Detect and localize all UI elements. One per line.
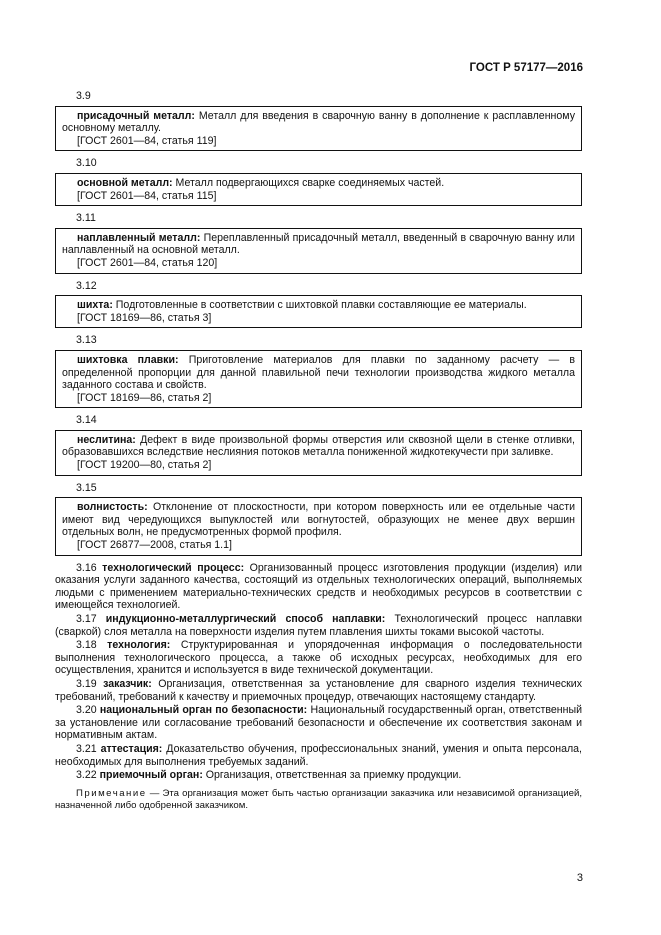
term-name: волнистость: <box>77 501 148 514</box>
term-name: аттестация: <box>100 742 163 755</box>
term-block <box>55 334 582 408</box>
term-definition: Приготовление материалов для плавки по заданному расчету — в определенной пропорции для данной плавильной печи технологии производства жидкого металла заданного состава и свойств. <box>62 353 575 392</box>
term-number: 3.13 <box>76 334 97 347</box>
term-box <box>55 173 582 206</box>
term-name: неслитина: <box>77 433 136 446</box>
term-paragraph <box>55 769 582 782</box>
term-name: основной металл: <box>77 176 173 189</box>
term-reference: [ГОСТ 26877—2008, статья 1.1] <box>77 539 232 552</box>
term-name: наплавленный металл: <box>77 231 201 244</box>
term-definition: Организация, ответственная за приемку продукции. <box>205 769 462 782</box>
term-number: 3.16 <box>76 561 97 574</box>
term-name: национальный орган по безопасности: <box>99 704 308 717</box>
term-definition-line <box>62 354 575 392</box>
boxed-terms-section <box>55 90 582 556</box>
term-number: 3.10 <box>76 157 97 170</box>
term-definition-line <box>62 299 575 312</box>
term-reference: [ГОСТ 2601—84, статья 119] <box>77 134 217 147</box>
term-number: 3.18 <box>76 639 97 652</box>
term-block <box>55 212 582 273</box>
term-box <box>55 228 582 274</box>
term-definition: Отклонение от плоскостности, при котором поверхность или ее отдельные части имеют вид чередующихся выпуклостей или вогнутостей, образующих не менее двух вершин отдельных волн, не предусмотренных формой профиля. <box>62 501 575 539</box>
term-paragraph <box>55 639 582 677</box>
term-definition: Переплавленный присадочный металл, введенный в сварочную ванну или наплавленный на основной металл. <box>62 231 575 257</box>
term-number: 3.14 <box>76 414 97 427</box>
term-box <box>55 350 582 408</box>
document-body <box>55 90 582 812</box>
term-definition: Структурированная и упорядоченная информация о последовательности выполнения технологического процесса, а также об исходных ресурсах, необходимых для его осуществления, хранится и используется в виде технической документации. <box>55 639 582 677</box>
term-definition-line <box>62 110 575 135</box>
term-reference: [ГОСТ 2601—84, статья 115] <box>77 189 217 202</box>
term-name: заказчик: <box>103 677 152 690</box>
term-name: технология: <box>107 639 171 652</box>
term-definition: Металл для введения в сварочную ванну в дополнение к расплавленному основному металлу. <box>62 109 575 135</box>
term-name: присадочный металл: <box>77 109 195 122</box>
term-reference: [ГОСТ 19200—80, статья 2] <box>77 459 212 472</box>
term-block <box>55 414 582 475</box>
note <box>55 788 582 812</box>
term-number: 3.19 <box>76 677 97 690</box>
term-reference: [ГОСТ 18169—86, статья 2] <box>77 391 212 404</box>
term-block <box>55 90 582 151</box>
note-text: — Эта организация может быть частью организации заказчика или независимой организацией, назначенной либо одобренной заказчиком. <box>55 787 582 811</box>
term-definition-line <box>62 434 575 459</box>
note-label: Примечание <box>76 787 147 799</box>
term-definition-line <box>62 232 575 257</box>
term-number: 3.17 <box>76 613 97 625</box>
term-definition: Доказательство обучения, профессиональных знаний, умения и опыта персонала, необходимых для выполнения требуемых заданий. <box>55 742 582 768</box>
term-number: 3.11 <box>76 212 96 225</box>
term-paragraph <box>55 704 582 742</box>
term-definition: Организация, ответственная за установление для сварного изделия технических требований, требований к качеству и приемочных процедур, отвечающих настоящему стандарту. <box>55 677 582 703</box>
term-definition: Металл подвергающихся сварке соединяемых частей. <box>175 176 445 189</box>
term-box <box>55 430 582 476</box>
term-number: 3.20 <box>76 704 97 717</box>
term-box <box>55 295 582 328</box>
term-number: 3.12 <box>76 279 97 292</box>
term-reference: [ГОСТ 2601—84, статья 120] <box>77 256 218 269</box>
term-definition-line <box>62 501 575 539</box>
term-number: 3.22 <box>76 769 97 782</box>
term-name: шихта: <box>77 299 113 312</box>
term-definition: Технологический процесс наплавки (сваркой) слоя металла на поверхности изделия путем плавления шихты токами высокой частоты. <box>55 613 582 638</box>
term-definition-line <box>62 177 575 190</box>
term-paragraph <box>55 678 582 703</box>
term-box <box>55 106 582 152</box>
term-block <box>55 482 582 556</box>
term-number: 3.15 <box>76 481 97 494</box>
term-paragraph <box>55 562 582 612</box>
term-paragraph <box>55 613 582 638</box>
term-name: приемочный орган: <box>99 769 203 782</box>
term-name: технологический процесс: <box>102 561 245 574</box>
term-name: шихтовка плавки: <box>77 353 179 366</box>
document-code: ГОСТ Р 57177—2016 <box>469 62 583 74</box>
page-number: 3 <box>576 872 583 884</box>
term-number: 3.21 <box>76 742 97 755</box>
term-definition: Дефект в виде произвольной формы отверстия или сквозной щели в стенке отливки, образовавшихся вследствие неслияния потоков металла пониженной жидкотекучести при заливке. <box>62 433 575 459</box>
term-number: 3.9 <box>76 90 91 102</box>
term-definition: Организованный процесс изготовления продукции (изделия) или оказания услуги заданного качества, состоящий из отдельных технологических операций, выполняемых людьми с применением материально-технических средств и необходимых ресурсов в соответствии с имеющейся технологией. <box>55 561 582 612</box>
term-box <box>55 497 582 555</box>
term-paragraph <box>55 743 582 768</box>
term-definition: Подготовленные в соответствии с шихтовкой плавки составляющие ее материалы. <box>115 299 527 312</box>
term-definition: Национальный государственный орган, ответственный за установление или согласование требований безопасности и обеспечение их соответствия законам и нормативным актам. <box>55 704 583 742</box>
term-reference: [ГОСТ 18169—86, статья 3] <box>77 311 212 324</box>
plain-terms-section <box>55 562 582 782</box>
term-block <box>55 157 582 206</box>
term-name: индукционно-металлургический способ наплавки: <box>105 613 386 625</box>
term-block <box>55 280 582 329</box>
